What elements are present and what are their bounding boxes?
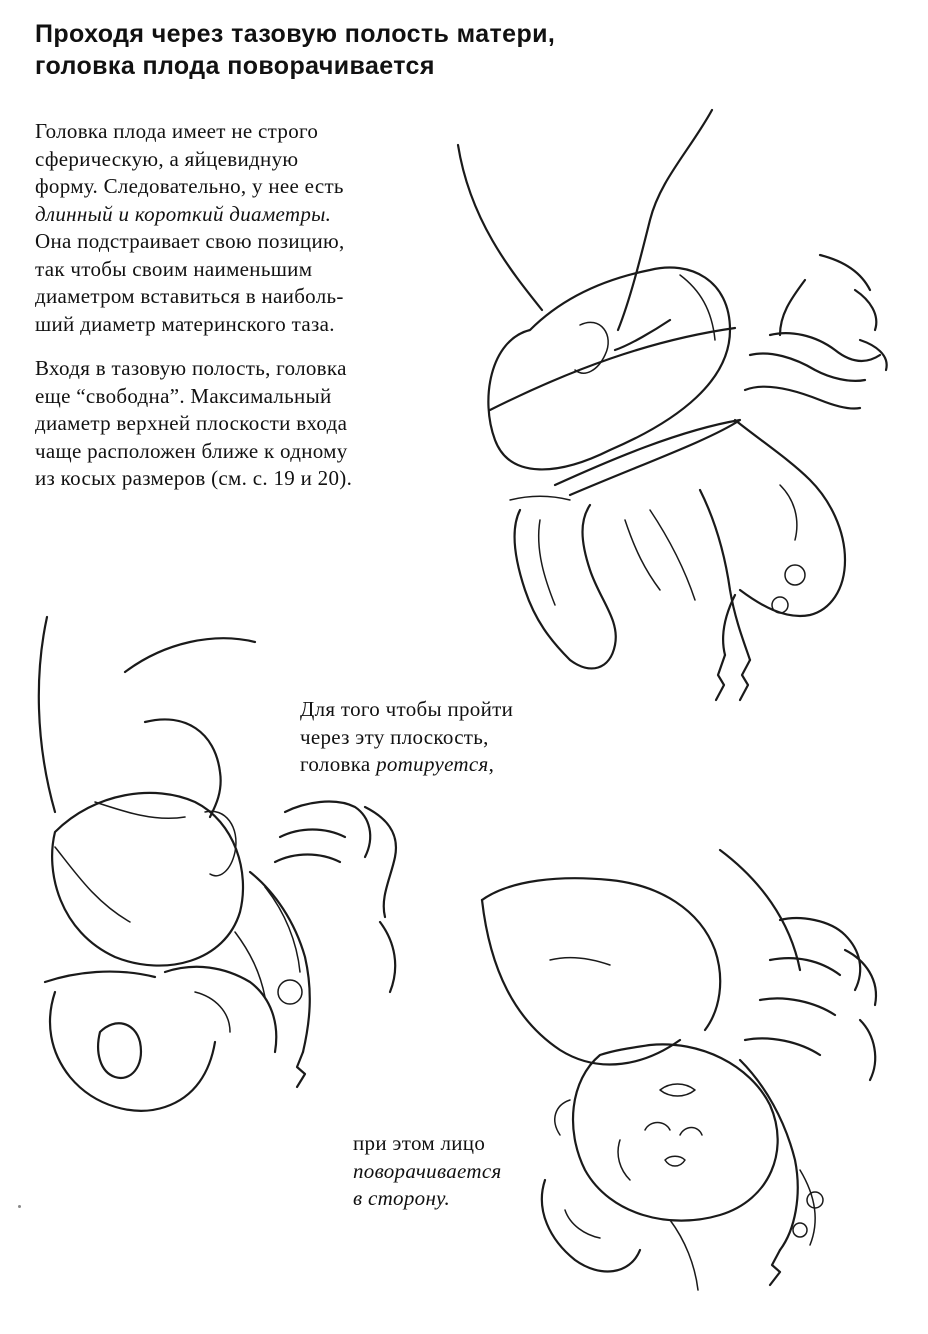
- caption-line-emphasis: поворачивается: [353, 1158, 502, 1183]
- text-line: чаще расположен ближе к одному: [35, 438, 348, 463]
- caption-line: через эту плоскость,: [300, 724, 489, 749]
- text-line-emphasis: длинный и короткий диаметры.: [35, 201, 332, 226]
- text-line: из косых размеров (см. с. 19 и 20).: [35, 466, 353, 490]
- text-line: Она подстраивает свою позицию,: [35, 229, 345, 253]
- page-title: [35, 18, 635, 82]
- caption-line-emphasis: в сторону.: [353, 1186, 451, 1210]
- text-line: сферическую, а яйцевидную: [35, 146, 299, 171]
- paragraph-pelvic-entry: [35, 355, 352, 493]
- illustration-head-rotating: [35, 612, 425, 1172]
- paragraph-head-shape: [35, 118, 345, 338]
- text-line: форму. Следовательно, у нее есть: [35, 174, 344, 198]
- title-line-2: головка плода поворачивается: [35, 52, 435, 80]
- caption-line: при этом лицо: [353, 1131, 486, 1155]
- title-line-1: Проходя через тазовую полость матери,: [35, 20, 556, 48]
- text-line: ший диаметр материнского таза.: [35, 311, 335, 336]
- caption-line: Для того чтобы пройти: [300, 697, 514, 721]
- illustration-face-turning: [470, 820, 910, 1320]
- caption-punct: ,: [488, 752, 495, 776]
- text-line: Входя в тазовую полость, головка: [35, 356, 347, 380]
- text-line: Головка плода имеет не строго: [35, 119, 319, 143]
- text-line: диаметром вставиться в наиболь-: [35, 284, 344, 308]
- text-line: диаметр верхней плоскости входа: [35, 411, 348, 435]
- caption-emphasis: ротируется: [376, 752, 489, 776]
- caption-text: головка: [300, 752, 377, 776]
- text-line: еще “свободна”. Максимальный: [35, 383, 332, 408]
- text-line: так чтобы своим наименьшим: [35, 256, 313, 281]
- illustration-head-entering-pelvis: [450, 100, 910, 710]
- page-speck: [18, 1205, 21, 1208]
